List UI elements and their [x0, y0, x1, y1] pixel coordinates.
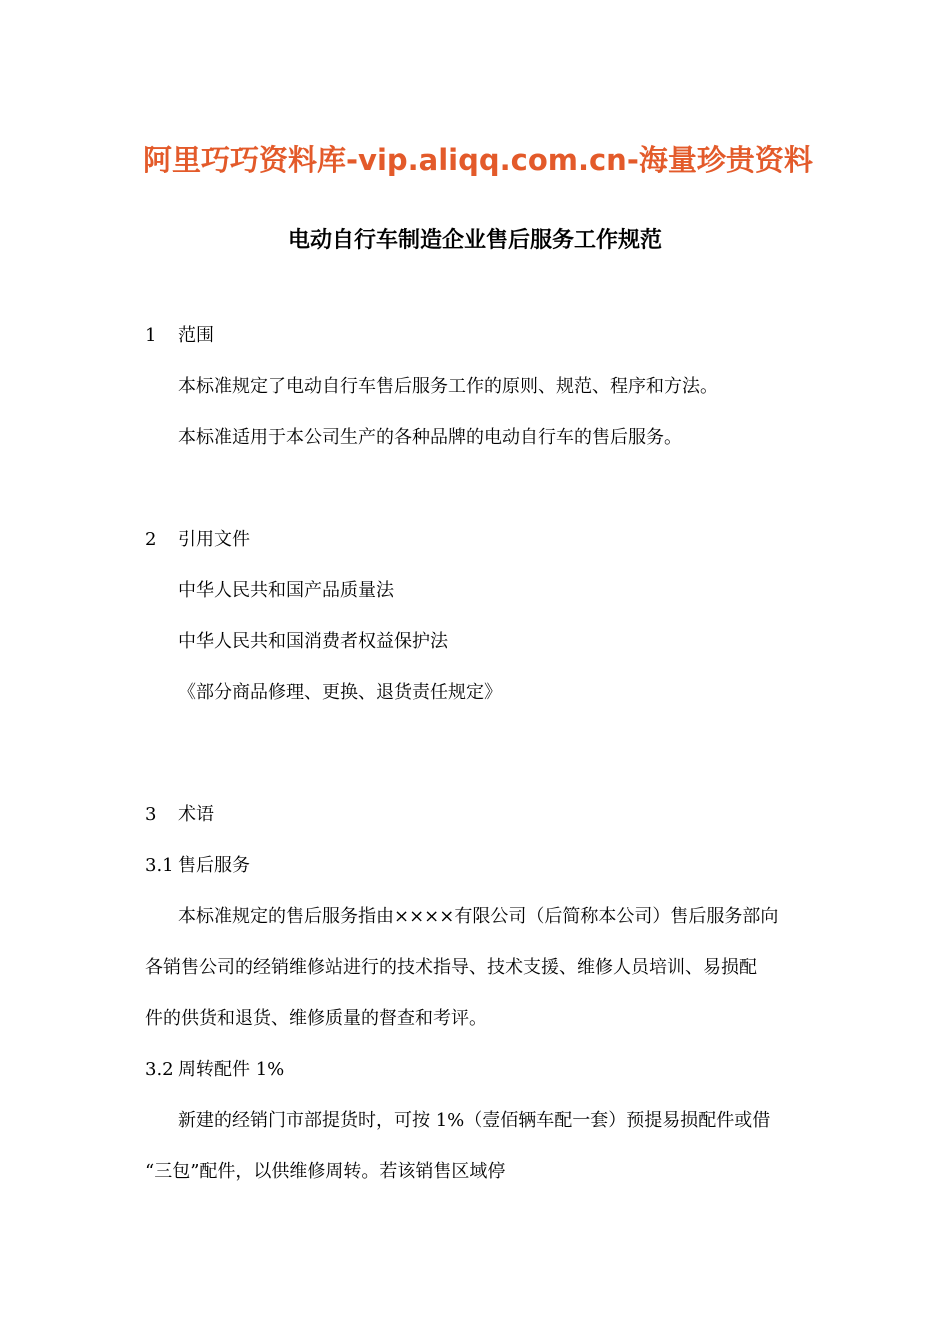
- subsection-3-1-heading: 售后服务: [178, 855, 250, 876]
- section-3-number: 3: [145, 804, 157, 825]
- section-2-paragraph: 《部分商品修理、更换、退货责任规定》: [178, 682, 502, 703]
- subsection-3-1-line: 本标准规定的售后服务指由××××有限公司（后简称本公司）售后服务部向: [178, 906, 779, 927]
- document-title: 电动自行车制造企业售后服务工作规范: [287, 228, 662, 253]
- subsection-3-2-line: “三包”配件，以供维修周转。若该销售区域停: [145, 1161, 506, 1182]
- section-2-paragraph: 中华人民共和国消费者权益保护法: [178, 631, 448, 652]
- subsection-3-1-line: 各销售公司的经销维修站进行的技术指导、技术支援、维修人员培训、易损配: [145, 957, 757, 978]
- section-2-number: 2: [145, 529, 157, 550]
- watermark-banner: 阿里巧巧资料库-vip.aliqq.com.cn-海量珍贵资料: [143, 143, 813, 177]
- subsection-3-1-line: 件的供货和退货、维修质量的督查和考评。: [145, 1008, 487, 1029]
- section-2-paragraph: 中华人民共和国产品质量法: [178, 580, 394, 601]
- section-1-paragraph: 本标准适用于本公司生产的各种品牌的电动自行车的售后服务。: [178, 427, 682, 448]
- subsection-3-1-number: 3.1: [145, 855, 174, 876]
- subsection-3-2-number: 3.2: [145, 1059, 174, 1080]
- section-1-number: 1: [145, 325, 157, 346]
- section-3-heading: 术语: [178, 804, 214, 825]
- section-1-heading: 范围: [178, 325, 214, 346]
- section-1-paragraph: 本标准规定了电动自行车售后服务工作的原则、规范、程序和方法。: [178, 376, 718, 397]
- subsection-3-2-line: 新建的经销门市部提货时，可按 1%（壹佰辆车配一套）预提易损配件或借: [178, 1110, 771, 1131]
- section-2-heading: 引用文件: [178, 529, 250, 550]
- subsection-3-2-heading: 周转配件 1%: [178, 1059, 285, 1080]
